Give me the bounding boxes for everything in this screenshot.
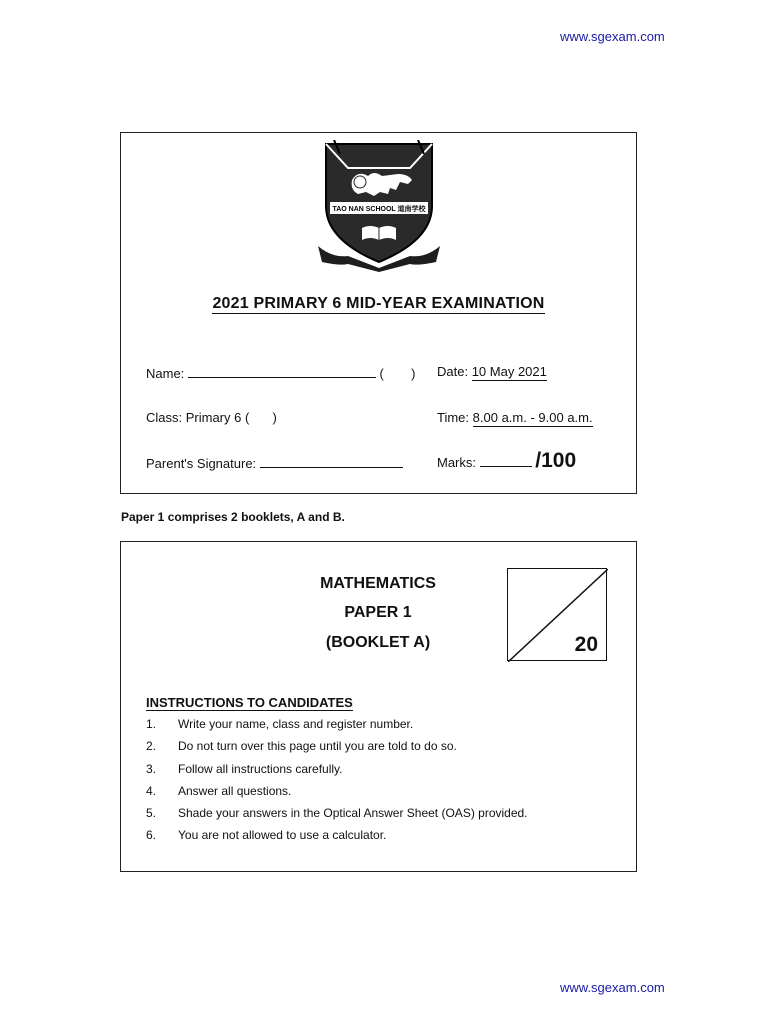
name-field[interactable]	[146, 366, 415, 381]
instruction-item: 4. Answer all questions.	[146, 783, 292, 798]
date-field	[437, 364, 547, 379]
time-field	[437, 410, 593, 425]
paper-title: PAPER 1	[344, 604, 412, 621]
instructions-heading: INSTRUCTIONS TO CANDIDATES	[146, 695, 353, 710]
class-label: Class: Primary 6 (	[146, 410, 250, 425]
header-site-link[interactable]: www.sgexam.com	[560, 29, 665, 44]
register-close: )	[411, 366, 416, 381]
marks-blank[interactable]	[480, 466, 532, 467]
crest-school-text: TAO NAN SCHOOL 道南学校	[332, 206, 426, 213]
booklet-title: (BOOKLET A)	[325, 634, 431, 651]
name-label: Name:	[146, 366, 185, 381]
signature-blank[interactable]	[260, 467, 403, 468]
date-value: 10 May 2021	[471, 364, 547, 379]
instruction-item: 5. Shade your answers in the Optical Answer Sheet (OAS) provided.	[146, 806, 528, 821]
marks-field	[437, 449, 576, 473]
date-label: Date:	[437, 364, 469, 379]
instruction-item: 3. Follow all instructions carefully.	[146, 761, 343, 776]
signature-label: Parent's Signature:	[146, 456, 257, 471]
instruction-item: 2. Do not turn over this page until you are told to do so.	[146, 739, 457, 754]
instruction-item: 1. Write your name, class and register number.	[146, 717, 414, 731]
marks-total: 100	[541, 449, 577, 472]
booklet-note: Paper 1 comprises 2 booklets, A and B.	[121, 510, 345, 524]
time-label: Time:	[437, 410, 470, 425]
instructions-list	[146, 717, 528, 851]
marks-label: Marks:	[437, 455, 476, 470]
time-value: 8.00 a.m. - 9.00 a.m.	[472, 410, 593, 425]
name-blank[interactable]	[188, 377, 376, 378]
register-open: (	[379, 366, 384, 381]
exam-title: 2021 PRIMARY 6 MID-YEAR EXAMINATION	[212, 295, 545, 312]
subject-title: MATHEMATICS	[320, 575, 436, 592]
footer-site-link[interactable]: www.sgexam.com	[560, 980, 665, 995]
instruction-item: 6. You are not allowed to use a calculator.	[146, 828, 387, 843]
signature-field[interactable]	[146, 456, 403, 471]
marks-slash: /	[535, 449, 542, 472]
class-field[interactable]	[146, 410, 277, 425]
school-crest-icon	[318, 140, 440, 272]
score-box	[507, 568, 607, 661]
class-close: )	[272, 410, 277, 425]
score-total: 20	[574, 633, 598, 656]
